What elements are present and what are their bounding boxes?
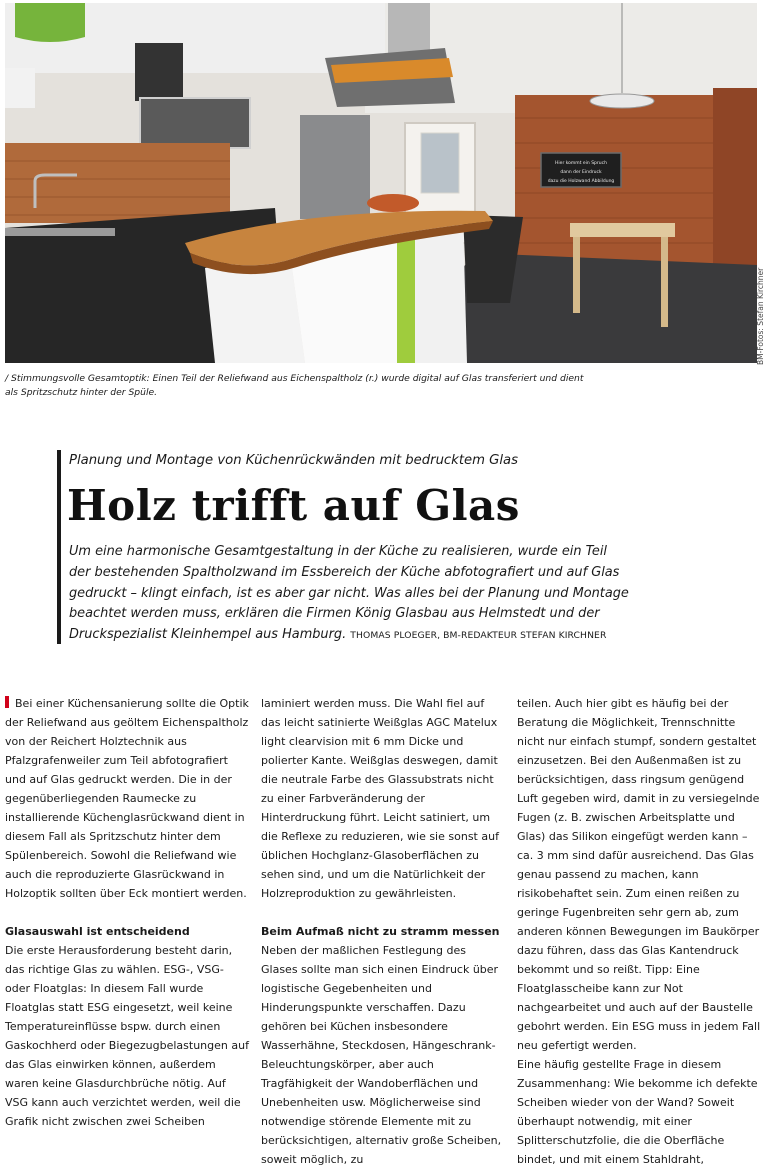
kitchen-illustration	[5, 3, 757, 363]
paragraph-text: Bei einer Küchensanierung sollte die Optik der Reliefwand aus geöltem Eichenspaltholz von der Reichert Holztechnik aus Pfalzgrafenweiler zum Teil abfotografiert und auf Glas gedruckt werden. Die in der gegenüberliegenden Raumecke zu installierende Küchenglasrückwand dient in diesem Fall als Spritzschutz hinter dem Spülenbereich. Sowohl die Reliefwand wie auch die reproduzierte Glasrückwand in Holzoptik sollten über Eck montiert werden.	[5, 697, 249, 900]
article-lead	[69, 542, 629, 647]
chalkboard-line-2: dann der Eindruck	[560, 170, 602, 175]
chalkboard	[541, 153, 621, 187]
subheading: Beim Aufmaß nicht zu stramm messen	[261, 925, 500, 938]
lead-text: Um eine harmonische Gesamtgestaltung in der Küche zu realisieren, wurde ein Teil der bestehenden Spaltholzwand im Essbereich der Küche abfotografiert und auf Glas gedruckt – klingt einfach, ist es aber gar nicht. Was alles bei der Planung und Montage beachtet werden muss, erklären die Firmen König Glasbau aus Helmstedt und der Druckspezialist Kleinhempel aus Hamburg.	[69, 544, 629, 643]
photo-credit: BM-Fotos: Stefan Kirchner	[756, 267, 765, 365]
paragraph: Neben der maßlichen Festlegung des Glases sollte man sich einen Eindruck über logistische Gegebenheiten und Hinderungspunkte verschaffen. Dazu gehören bei Küchen insbesondere Wasserhähne, Steckdosen, Hängeschrank-Beleuchtungskörper, aber auch Tragfähigkeit der Wandoberflächen und Unebenheiten usw. Möglicherweise sind notwendige störende Elemente mit zu berücksichtigen, alternativ große Scheiben, soweit möglich, zu	[261, 944, 502, 1166]
paragraph: Die erste Herausforderung besteht darin, das richtige Glas zu wählen. ESG-, VSG- oder Floatglas: In diesem Fall wurde Floatglas statt ESG eingesetzt, weil keine Temperatureinflüsse bspw. durch einen Gaskochherd oder Biegezugbelastungen auf das Glas einwirken können, außerdem waren keine Glasdurchbrüche nötig. Auf VSG kann auch verzichtet werden, weil die Grafik nicht zwischen zwei Scheiben	[5, 944, 249, 1128]
paragraph: laminiert werden muss. Die Wahl fiel auf das leicht satinierte Weißglas AGC Matelux light clearvision mit 6 mm Dicke und polierter Kante. Weißglas deswegen, damit die neutrale Farbe des Glassubstrats nicht zu einer Farbveränderung der Hinterdruckung führt. Leicht satiniert, um die Reflexe zu reduzieren, wie sie sonst auf üblichen Hochglanz-Glasoberflächen zu sehen sind, und um die Natürlichkeit der Holzreproduktion zu gewährleisten.	[261, 697, 499, 900]
header-rule	[57, 450, 61, 644]
kitchen-photo	[5, 3, 757, 363]
paragraph: Eine häufig gestellte Frage in diesem Zusammenhang: Wie bekomme ich defekte Scheiben wieder von der Wand? Soweit überhaupt notwendig, mit einer Splitterschutzfolie, die die Oberfläche bindet, und mit einem Stahldraht,	[517, 1058, 758, 1166]
authors: THOMAS PLOEGER, BM-REDAKTEUR STEFAN KIRCHNER	[350, 630, 607, 642]
chalkboard-line-1: Hier kommt ein Spruch	[555, 161, 607, 166]
body-column-2	[261, 694, 506, 1169]
subheading: Glasauswahl ist entscheidend	[5, 925, 190, 938]
chalkboard-line-3: dazu die Holzwand Abbildung	[547, 179, 615, 184]
paragraph-marker	[5, 696, 9, 708]
article-title: Holz trifft auf Glas	[67, 481, 520, 530]
body-column-3	[517, 694, 762, 1169]
paragraph: teilen. Auch hier gibt es häufig bei der Beratung die Möglichkeit, Trennschnitte nicht nur einfach stumpf, sondern gestaltet einzusetzen. Bei den Außenmaßen ist zu berücksichtigen, dass ringsum genügend Luft gegeben wird, damit in zu versiegelnde Fugen (z. B. zwischen Arbeitsplatte und Glas) das Silikon eingefügt werden kann – ca. 3 mm sind dafür ausreichend. Das Glas genau passend zu machen, kann risikobehaftet sein. Zum einen reißen zu geringe Fugenbreiten sehr gern ab, zum anderen können Bewegungen im Baukörper dazu führen, dass das Glas Kantendruck bekommt und so reißt. Tipp: Eine Floatglasscheibe kann zur Not nachgearbeitet und auch auf der Baustelle gebohrt werden. Ein ESG muss in jedem Fall neu gefertigt werden.	[517, 697, 761, 1052]
paragraph	[5, 694, 250, 903]
photo-caption: / Stimmungsvolle Gesamtoptik: Einen Teil der Reliefwand aus Eichenspaltholz (r.) wurde digital auf Glas transferiert und dient als Spritzschutz hinter der Spüle.	[5, 373, 584, 398]
kicker: Planung und Montage von Küchenrückwänden mit bedrucktem Glas	[69, 453, 518, 468]
body-column-1	[5, 694, 250, 1131]
